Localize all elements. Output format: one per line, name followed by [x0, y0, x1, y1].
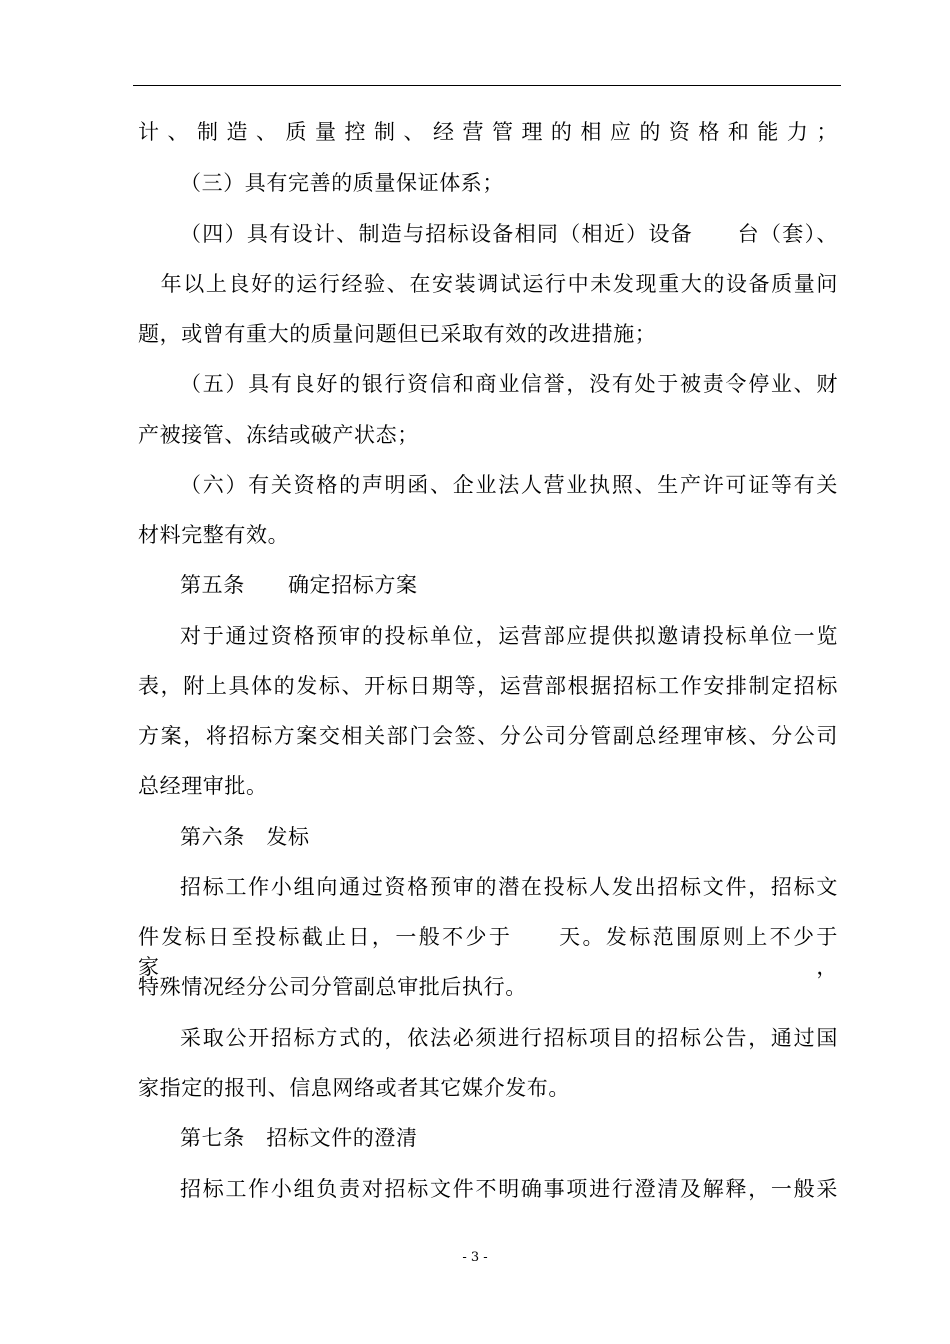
- clause-five: （五）具有良好的银行资信和商业信誉，没有处于被责令停业、财: [180, 372, 838, 396]
- article-six-para: 招标工作小组向通过资格预审的潜在投标人发出招标文件，招标文: [180, 875, 838, 899]
- header-rule: [133, 85, 841, 86]
- article-seven-heading: 第七条 招标文件的澄清: [180, 1126, 418, 1150]
- page-number: - 3 -: [462, 1250, 488, 1265]
- clause-six: （六）有关资格的声明函、企业法人营业执照、生产许可证等有关: [180, 473, 838, 497]
- body-line: 件发标日至投标截止日，一般不少于 天。发标范围原则上不少于 家，: [138, 925, 860, 979]
- article-seven-para: 招标工作小组负责对招标文件不明确事项进行澄清及解释，一般采: [180, 1177, 838, 1201]
- body-line: 产被接管、冻结或破产状态；: [138, 423, 419, 447]
- clause-four: （四）具有设计、制造与招标设备相同（相近）设备 台（套）、: [180, 222, 838, 246]
- body-line: 总经理审批。: [138, 774, 268, 798]
- article-five-para: 对于通过资格预审的投标单位，运营部应提供拟邀请投标单位一览: [180, 624, 838, 648]
- article-six-heading: 第六条 发标: [180, 825, 310, 849]
- body-line: 特殊情况经分公司分管副总审批后执行。: [138, 975, 527, 999]
- body-line: 方案，将招标方案交相关部门会签、分公司分管副总经理审核、分公司: [138, 724, 838, 748]
- public-tender-para: 采取公开招标方式的，依法必须进行招标项目的招标公告，通过国: [180, 1026, 838, 1050]
- body-line: 题，或曾有重大的质量问题但已采取有效的改进措施；: [138, 322, 657, 346]
- body-line: 年以上良好的运行经验、在安装调试运行中未发现重大的设备质量问: [138, 272, 838, 296]
- body-line: 材料完整有效。: [138, 523, 290, 547]
- clause-three: （三）具有完善的质量保证体系；: [180, 171, 504, 195]
- body-line: 家指定的报刊、信息网络或者其它媒介发布。: [138, 1076, 570, 1100]
- body-line: 表，附上具体的发标、开标日期等，运营部根据招标工作安排制定招标: [138, 674, 838, 698]
- article-five-heading: 第五条 确定招标方案: [180, 573, 418, 597]
- body-line: 计、制造、质量控制、经营管理的相应的资格和能力；: [138, 120, 838, 144]
